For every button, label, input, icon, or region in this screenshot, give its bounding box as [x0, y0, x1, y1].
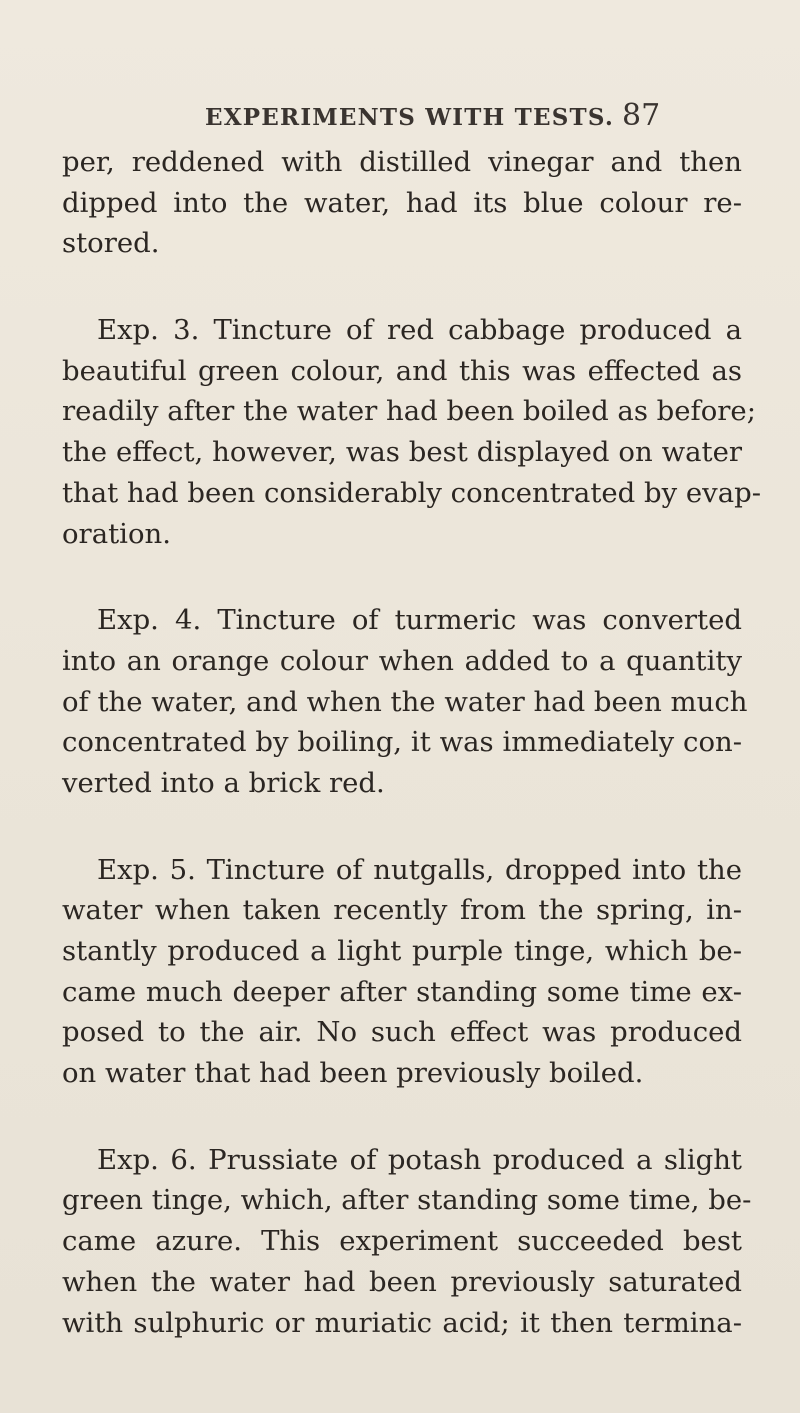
text-line: stored. — [62, 227, 160, 260]
text-line: beautiful green colour, and this was effected as — [62, 354, 742, 387]
text-line: on water that had been previously boiled. — [62, 1057, 644, 1090]
text-line: came much deeper after standing some time ex- — [62, 975, 742, 1008]
running-title: EXPERIMENTS WITH TESTS. — [205, 104, 615, 131]
text-line: the effect, however, was best displayed on water — [62, 436, 742, 469]
paragraph-continuation — [62, 142, 742, 264]
text-line: stantly produced a light purple tinge, which be- — [62, 935, 742, 967]
text-line: green tinge, which, after standing some time, be- — [62, 1184, 752, 1217]
paragraph-exp-3 — [62, 310, 761, 554]
text-line: oration. — [62, 517, 171, 550]
text-line: water when taken recently from the spring, in- — [62, 894, 742, 927]
paragraph-exp-5 — [62, 850, 742, 1094]
paragraph-exp-6 — [62, 1140, 752, 1343]
text-line: concentrated by boiling, it was immediately con- — [62, 726, 742, 759]
text-line: Exp. 4. Tincture of turmeric was converted — [97, 604, 742, 637]
text-line: readily after the water had been boiled as before; — [62, 395, 756, 428]
text-line: verted into a brick red. — [62, 766, 385, 799]
text-line: came azure. This experiment succeeded best — [62, 1225, 742, 1258]
page-number: 87 — [622, 98, 661, 133]
text-line: that had been considerably concentrated by evap- — [62, 476, 761, 509]
text-line: into an orange colour when added to a quantity — [62, 644, 742, 677]
text-line: per, reddened with distilled vinegar and then — [62, 146, 742, 178]
text-line: of the water, and when the water had been much — [62, 685, 748, 718]
running-head — [0, 98, 800, 140]
body-text — [62, 142, 761, 1389]
text-line: when the water had been previously saturated — [62, 1265, 742, 1298]
text-line: posed to the air. No such effect was produced — [62, 1016, 742, 1049]
text-line: Exp. 3. Tincture of red cabbage produced a — [97, 314, 742, 347]
text-line: Exp. 5. Tincture of nutgalls, dropped into the — [97, 853, 742, 886]
text-line: Exp. 6. Prussiate of potash produced a slight — [97, 1143, 742, 1176]
text-line: with sulphuric or muriatic acid; it then termina- — [62, 1306, 742, 1339]
text-line: dipped into the water, had its blue colour re- — [62, 186, 742, 219]
paragraph-exp-4 — [62, 600, 748, 803]
